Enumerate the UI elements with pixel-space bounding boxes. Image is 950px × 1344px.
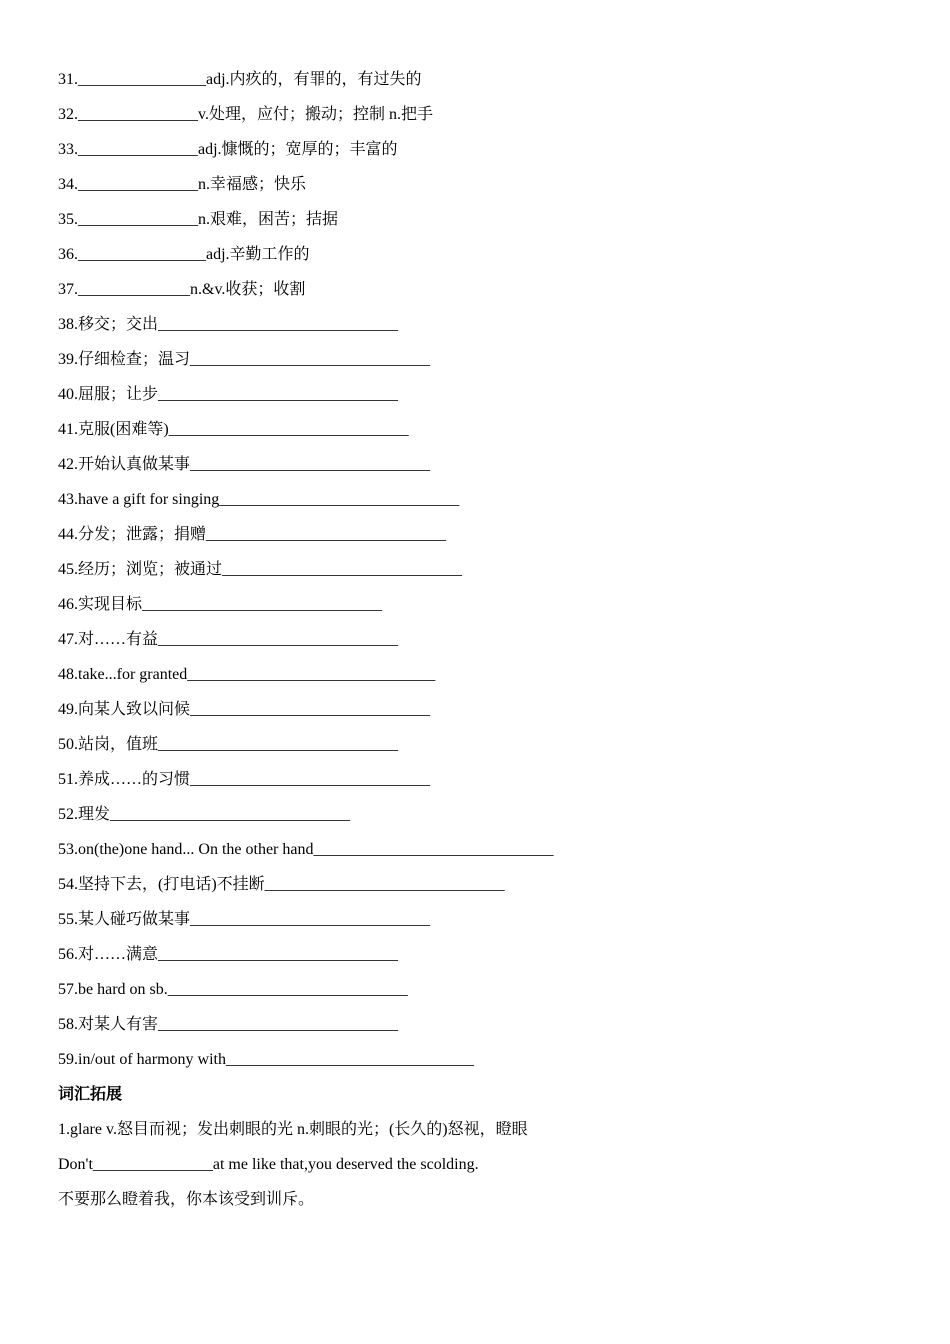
- exercise-item-58: 58.对某人有害______________________________: [58, 1016, 399, 1033]
- exercise-item-53: 53.on(the)one hand... On the other hand______________________________: [58, 841, 554, 858]
- exercise-item-52: 52.理发______________________________: [58, 806, 351, 823]
- exercise-item-54: 54.坚持下去，(打电话)不挂断______________________________: [58, 876, 505, 893]
- worksheet-page: [58, 66, 918, 1221]
- exercise-item-39: 39.仔细检查；温习______________________________: [58, 351, 431, 368]
- exercise-item-50: 50.站岗，值班______________________________: [58, 736, 399, 753]
- exercise-item-51: 51.养成……的习惯______________________________: [58, 771, 431, 788]
- exercise-item-48: 48.take...for granted_______________________________: [58, 666, 436, 683]
- exercise-item-45: 45.经历；浏览；被通过______________________________: [58, 561, 463, 578]
- vocab-example-sentence: Don't_______________at me like that,you deserved the scolding.: [58, 1156, 479, 1173]
- exercise-item-49: 49.向某人致以问候______________________________: [58, 701, 431, 718]
- exercise-item-36: 36.________________adj.辛勤工作的: [58, 246, 310, 263]
- exercise-item-57: 57.be hard on sb.______________________________: [58, 981, 408, 998]
- exercise-item-38: 38.移交；交出______________________________: [58, 316, 399, 333]
- exercise-item-41: 41.克服(困难等)______________________________: [58, 421, 409, 438]
- section-heading-vocab-expansion: 词汇拓展: [58, 1086, 123, 1103]
- exercise-item-56: 56.对……满意______________________________: [58, 946, 399, 963]
- exercise-item-37: 37.______________n.&v.收获；收割: [58, 281, 306, 298]
- exercise-item-46: 46.实现目标______________________________: [58, 596, 383, 613]
- exercise-item-43: 43.have a gift for singing______________________________: [58, 491, 460, 508]
- exercise-item-33: 33._______________adj.慷慨的；宽厚的；丰富的: [58, 141, 398, 158]
- exercise-item-31: 31.________________adj.内疚的，有罪的，有过失的: [58, 71, 422, 88]
- exercise-item-47: 47.对……有益______________________________: [58, 631, 399, 648]
- exercise-item-34: 34._______________n.幸福感；快乐: [58, 176, 307, 193]
- exercise-item-35: 35._______________n.艰难，困苦；拮据: [58, 211, 339, 228]
- exercise-item-55: 55.某人碰巧做某事______________________________: [58, 911, 431, 928]
- exercise-item-44: 44.分发；泄露；捐赠______________________________: [58, 526, 447, 543]
- vocab-entry-glare: 1.glare v.怒目而视；发出刺眼的光 n.刺眼的光；(长久的)怒视，瞪眼: [58, 1121, 528, 1138]
- exercise-item-59: 59.in/out of harmony with_______________________________: [58, 1051, 474, 1068]
- exercise-item-40: 40.屈服；让步______________________________: [58, 386, 399, 403]
- exercise-item-32: 32._______________v.处理，应付；搬动；控制 n.把手: [58, 106, 433, 123]
- vocab-example-translation: 不要那么瞪着我，你本该受到训斥。: [58, 1191, 315, 1208]
- exercise-item-42: 42.开始认真做某事______________________________: [58, 456, 431, 473]
